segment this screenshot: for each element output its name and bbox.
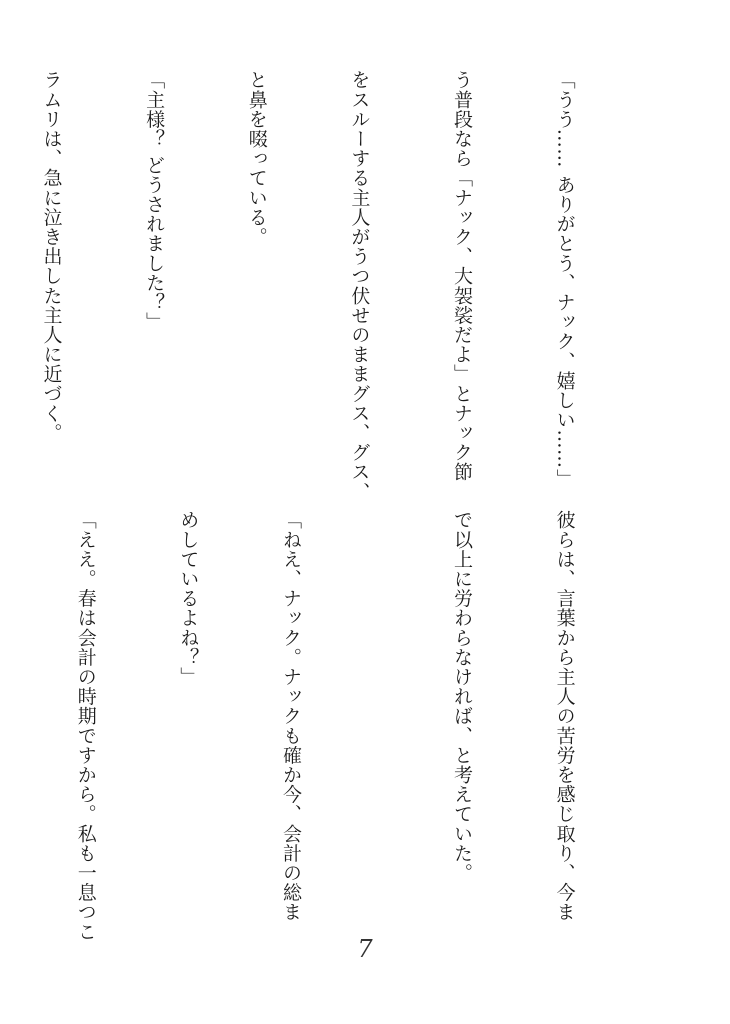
text-line: で以上に労わらなければ、と考えていた。 xyxy=(450,510,473,883)
lower-text-block xyxy=(0,510,650,940)
upper-text-block xyxy=(0,70,650,502)
text-line: う普段なら「ナック、大袈裟だよ」とナック節 xyxy=(450,70,473,482)
text-line: をスルーする主人がうつ伏せのままグス、グス、 xyxy=(348,70,371,502)
text-line: 「うう…… ありがとう、ナック、嬉しい……」 xyxy=(553,70,576,489)
text-line: ラムリは、急に泣き出した主人に近づく。 xyxy=(40,70,63,443)
text-line: と鼻を啜っている。 xyxy=(245,70,268,247)
page-number: 7 xyxy=(357,935,373,963)
text-line: 彼らは、言葉から主人の苦労を感じ取り、今ま xyxy=(553,510,576,922)
text-line: 「ねえ、ナック。ナックも確か今、会計の総ま xyxy=(279,510,302,922)
text-line: めしているよね？」 xyxy=(177,510,200,687)
text-line: 「ええ。春は会計の時期ですから。私も一息つこ xyxy=(74,510,97,942)
text-line: 「主様？ どうされました？」 xyxy=(143,70,166,332)
